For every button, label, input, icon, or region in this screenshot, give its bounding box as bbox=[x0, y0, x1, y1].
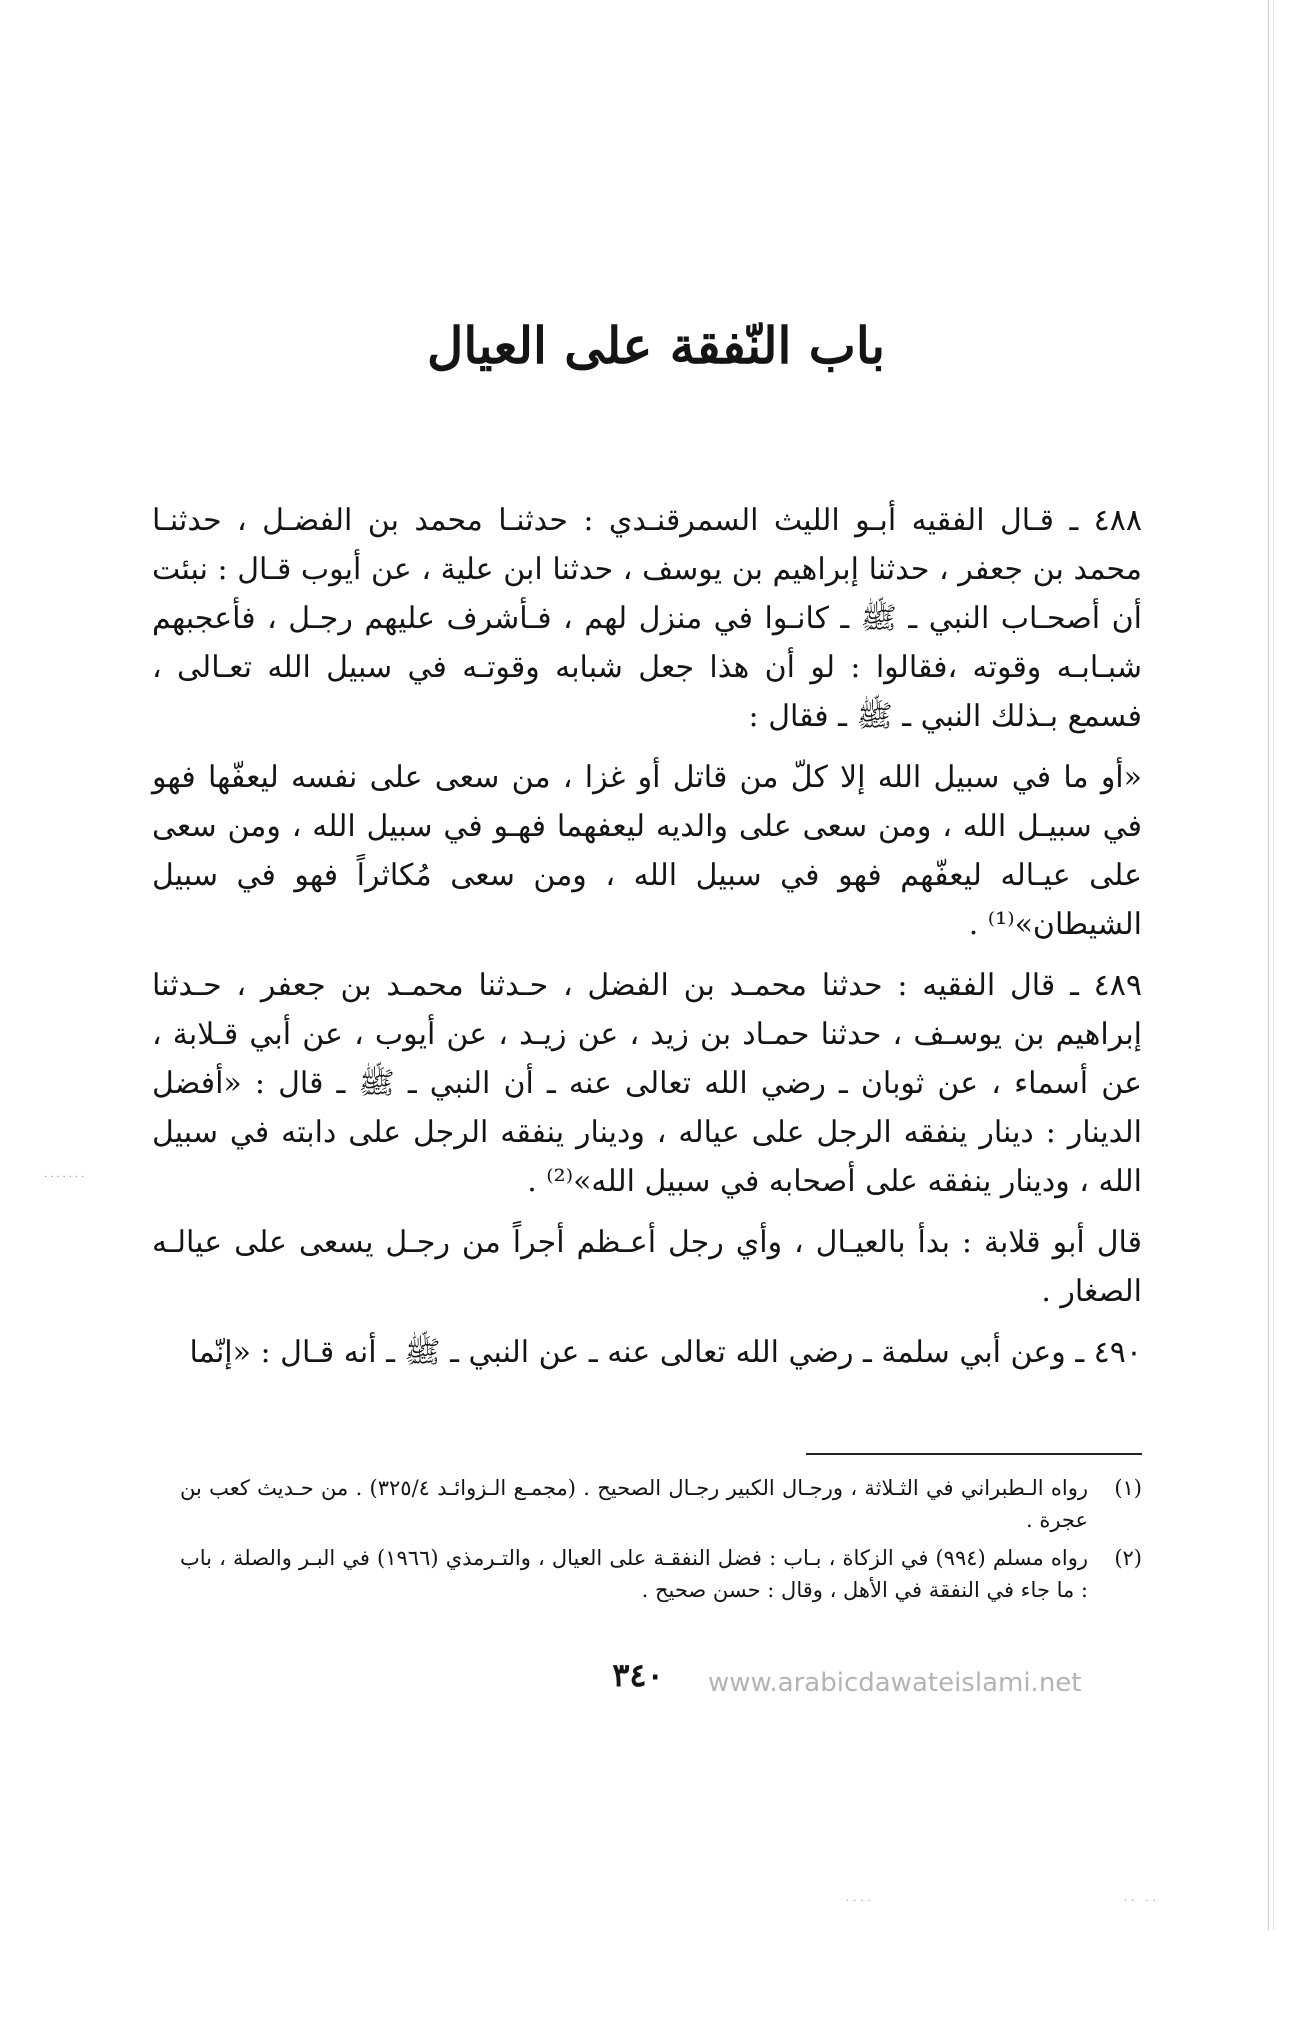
footnote-separator bbox=[806, 1453, 1142, 1455]
footnotes bbox=[180, 1472, 1142, 1612]
chapter-title: باب النّفقة على العيال bbox=[426, 315, 885, 375]
main-text bbox=[152, 496, 1142, 1389]
binding-edge-line-inner bbox=[1273, 0, 1274, 1930]
paragraph-hadith-490: ٤٩٠ ـ وعن أبي سلمة ـ رضي الله تعالى عنه ـ عن النبي ـ ﷺ ـ أنه قـال : «إنّما bbox=[189, 1335, 1142, 1370]
paragraph-hadith-489: ٤٨٩ ـ قال الفقيه : حدثنا محمـد بن الفضل ، حـدثنا محمـد بن جعفر ، حـدثنا إبراهيم بن يوسـف ، حدثنا حمـاد بن زيد ، عن زيـد ، عن أيوب ، عن أبي قـلابة ، عن أسماء ، عن ثوبان ـ رضي الله تعالى عنه ـ أن النبي ـ ﷺ ـ قال : «أفضل الدينار : دينار ينفقه الرجل على عياله ، ودينار ينفقه الرجل على دابته في سبيل الله ، ودينار ينفقه على أصحابه في سبيل الله»⁽²⁾ . bbox=[152, 968, 1142, 1199]
footnote-number: (١) bbox=[1114, 1476, 1142, 1500]
page-number: ٣٤٠ bbox=[612, 1656, 664, 1694]
paragraph-abu-qilaba: قال أبو قلابة : بدأ بالعيـال ، وأي رجل أعـظم أجراً من رجـل يسعى على عيالـه الصغار . bbox=[152, 1225, 1142, 1309]
footnote-text: رواه مسلم (٩٩٤) في الزكاة ، بـاب : فضل النفقـة على العيال ، والتـرمذي (١٩٦٦) في البـر والصلة ، باب : ما جاء في النفقة في الأهل ، وقال : حسن صحيح . bbox=[180, 1546, 1088, 1602]
bottom-dots-left: ···· bbox=[846, 1896, 875, 1907]
footnote-text: رواه الـطبراني في الثـلاثة ، ورجـال الكبير رجـال الصحيح . (مجمـع الـزوائـد ٣٢٥/٤) . من حـديث كعب بن عجرة . bbox=[180, 1476, 1089, 1532]
side-dots: ······· bbox=[44, 1172, 88, 1183]
footnote-1 bbox=[180, 1472, 1142, 1536]
binding-edge-line bbox=[1268, 0, 1269, 1930]
footnote-2 bbox=[180, 1542, 1142, 1606]
watermark-url: www.arabicdawateislami.net bbox=[708, 1668, 1082, 1698]
bottom-dots-right: ·· ·· bbox=[1124, 1896, 1160, 1907]
footnote-number: (٢) bbox=[1114, 1546, 1142, 1570]
paragraph-hadith-488-quote: «أو ما في سبيل الله إلا كلّ من قاتل أو غزا ، من سعى على نفسه ليعفّها فهو في سبيـل الله ، ومن سعى على والديه ليعفهما فهـو في سبيل الله ، ومن سعى على عيـاله ليعفّهم فهو في سبيل الله ، ومن سعى مُكاثراً فهو في سبيل الشيطان»⁽¹⁾ . bbox=[152, 760, 1142, 942]
paragraph-hadith-488: ٤٨٨ ـ قـال الفقيه أبـو الليث السمرقنـدي : حدثنـا محمد بن الفضـل ، حدثنـا محمد بن جعفر ، حدثنا إبراهيم بن يوسف ، حدثنا ابن علية ، عن أيوب قـال : نبئت أن أصحـاب النبي ـ ﷺ ـ كانـوا في منزل لهم ، فـأشرف عليهم رجـل ، فأعجبهم شبـابـه وقوته ،فقالوا : لو أن هذا جعل شبابه وقوتـه في سبيل الله تعـالى ، فسمع بـذلك النبي ـ ﷺ ـ فقال : bbox=[152, 503, 1142, 734]
